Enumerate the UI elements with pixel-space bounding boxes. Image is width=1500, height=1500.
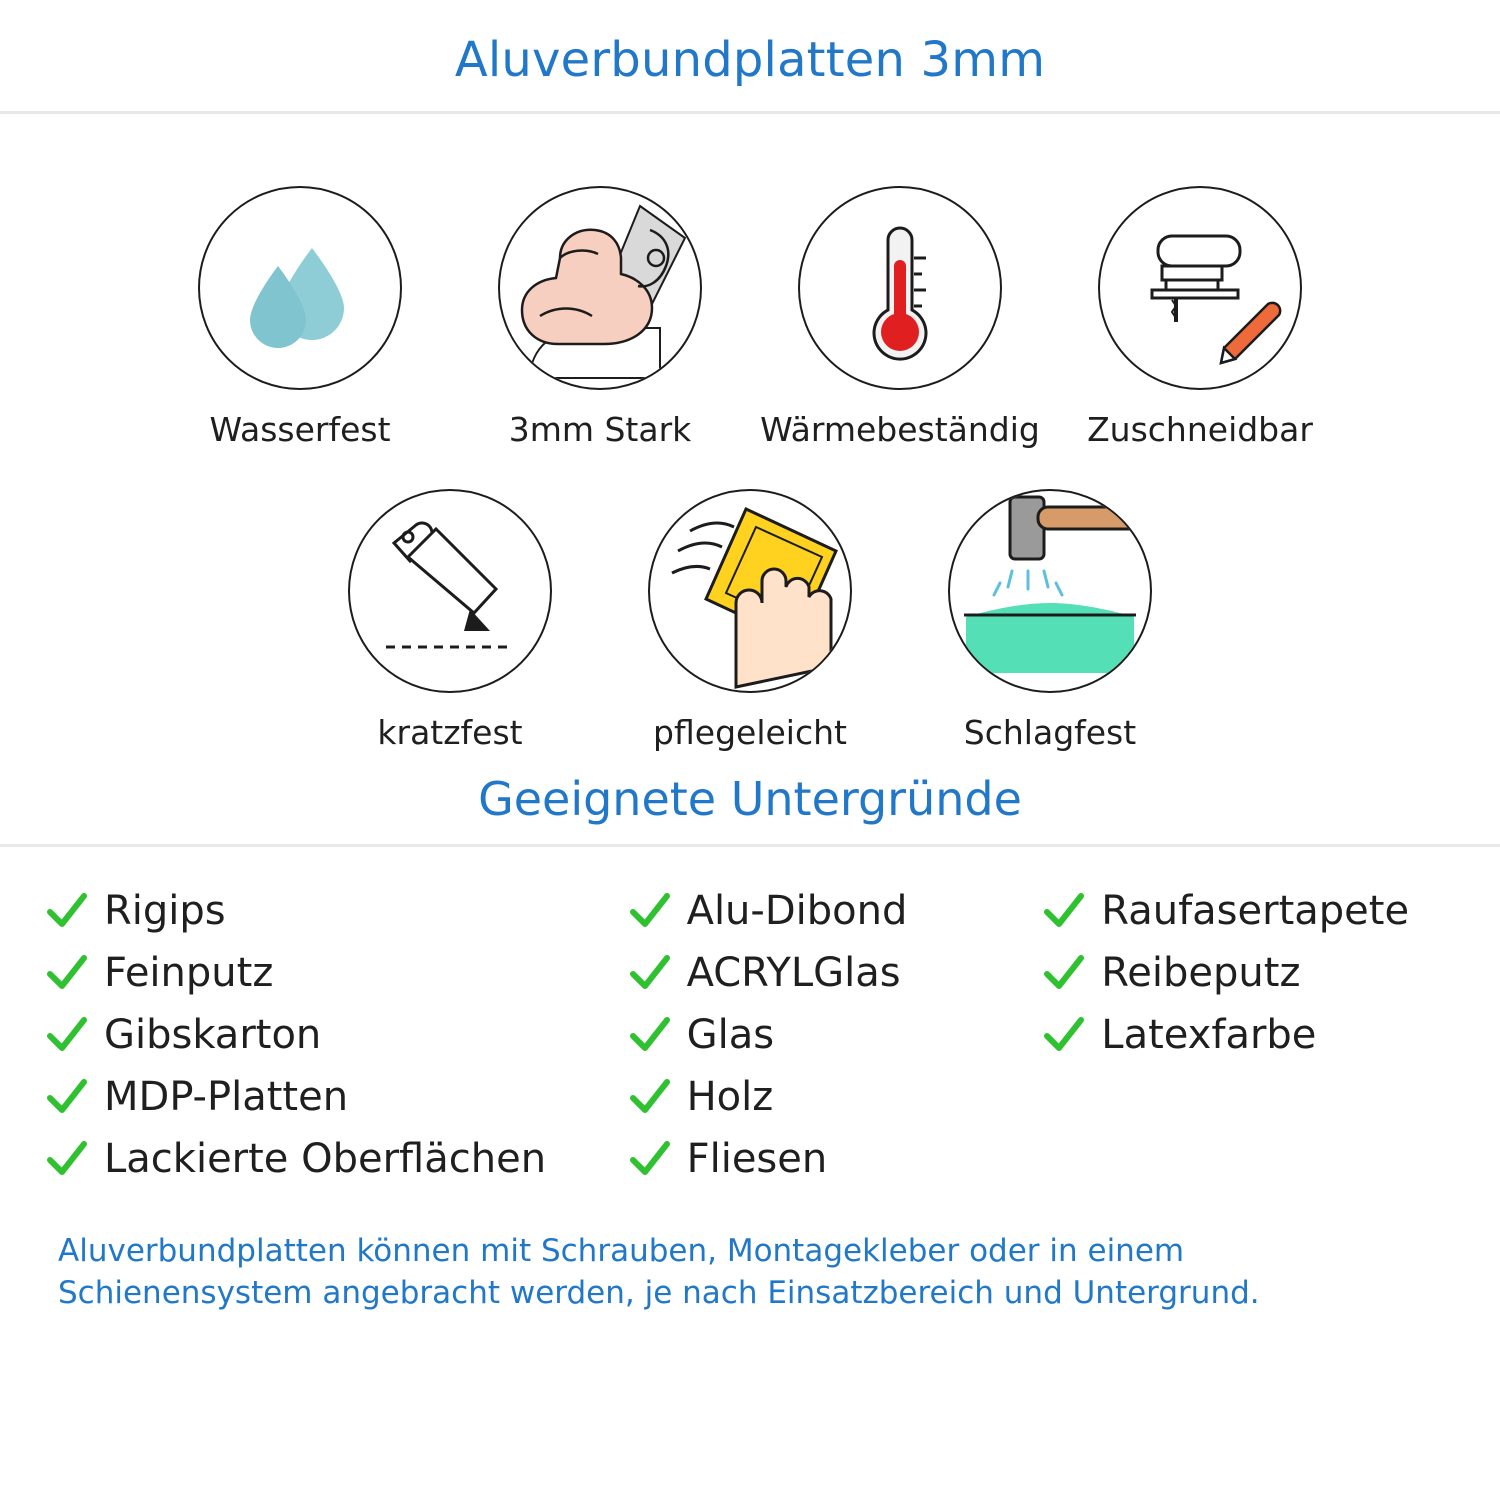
feature-row-2 (40, 489, 1460, 752)
check-icon (44, 888, 90, 934)
feature-waermebestaendig (750, 186, 1050, 449)
list-item (44, 1131, 627, 1187)
check-icon (1041, 950, 1087, 996)
check-icon (1041, 888, 1087, 934)
list-item-label: Glas (686, 1012, 775, 1059)
list-item-label: Alu-Dibond (686, 888, 908, 935)
list-item-label: MDP-Platten (104, 1074, 349, 1121)
list-item (627, 1007, 1042, 1063)
check-icon (1041, 1012, 1087, 1058)
list-item (627, 883, 1042, 939)
substrates-column-2 (627, 883, 1042, 1193)
list-item (44, 883, 627, 939)
list-item-label: Holz (686, 1074, 774, 1121)
list-item-label: ACRYLGlas (686, 950, 901, 997)
list-item-label: Latexfarbe (1101, 1012, 1317, 1059)
check-icon (627, 1012, 673, 1058)
substrates-column-3 (1041, 883, 1456, 1193)
substrates-column-1 (44, 883, 627, 1193)
list-item (627, 1069, 1042, 1125)
hand-cloth-wipe-icon (648, 489, 852, 693)
feature-3mm-stark (450, 186, 750, 449)
list-item (627, 945, 1042, 1001)
feature-pflegeleicht (600, 489, 900, 752)
check-icon (627, 888, 673, 934)
check-icon (627, 1136, 673, 1182)
list-item-label: Fliesen (686, 1136, 828, 1183)
list-item (44, 1007, 627, 1063)
check-icon (44, 950, 90, 996)
list-item-label: Rigips (104, 888, 226, 935)
feature-label: pflegeleicht (653, 712, 847, 752)
jigsaw-cutter-icon (1098, 186, 1302, 390)
subtitle-block (0, 771, 1500, 848)
feature-kratzfest (300, 489, 600, 752)
feature-label: 3mm Stark (508, 409, 692, 449)
feature-label: Schlagfest (963, 712, 1137, 752)
check-icon (44, 1074, 90, 1120)
hammer-impact-icon (948, 489, 1152, 693)
title-block (0, 0, 1500, 114)
list-item-label: Raufasertapete (1101, 888, 1410, 935)
list-item (44, 945, 627, 1001)
check-icon (627, 1074, 673, 1120)
list-item-label: Lackierte Oberflächen (104, 1136, 547, 1183)
list-item-label: Gibskarton (104, 1012, 322, 1059)
list-item (1041, 1007, 1456, 1063)
list-item (1041, 945, 1456, 1001)
list-item (627, 1131, 1042, 1187)
feature-label: Wärmebeständig (760, 409, 1040, 449)
list-item-label: Reibeputz (1101, 950, 1301, 997)
feature-label: Wasserfest (209, 409, 391, 449)
flexing-arm-icon (498, 186, 702, 390)
thermometer-icon (798, 186, 1002, 390)
feature-row-1 (40, 186, 1460, 449)
feature-label: kratzfest (377, 712, 523, 752)
feature-schlagfest (900, 489, 1200, 752)
features-section (0, 186, 1500, 752)
check-icon (627, 950, 673, 996)
feature-zuschneidbar (1050, 186, 1350, 449)
feature-wasserfest (150, 186, 450, 449)
feature-label: Zuschneidbar (1087, 409, 1313, 449)
list-item (1041, 883, 1456, 939)
water-drops-icon (198, 186, 402, 390)
list-item-label: Feinputz (104, 950, 274, 997)
page-title: Aluverbundplatten 3mm (454, 32, 1046, 88)
check-icon (44, 1136, 90, 1182)
list-item (44, 1069, 627, 1125)
knife-scratch-icon (348, 489, 552, 693)
section-title: Geeignete Untergründe (478, 771, 1022, 826)
substrates-list (0, 883, 1500, 1193)
footer-note: Aluverbundplatten können mit Schrauben, Montagekleber oder in einem Schienensystem angebracht werden, je nach Einsatzbereich und Untergrund. (58, 1233, 1260, 1312)
check-icon (44, 1012, 90, 1058)
